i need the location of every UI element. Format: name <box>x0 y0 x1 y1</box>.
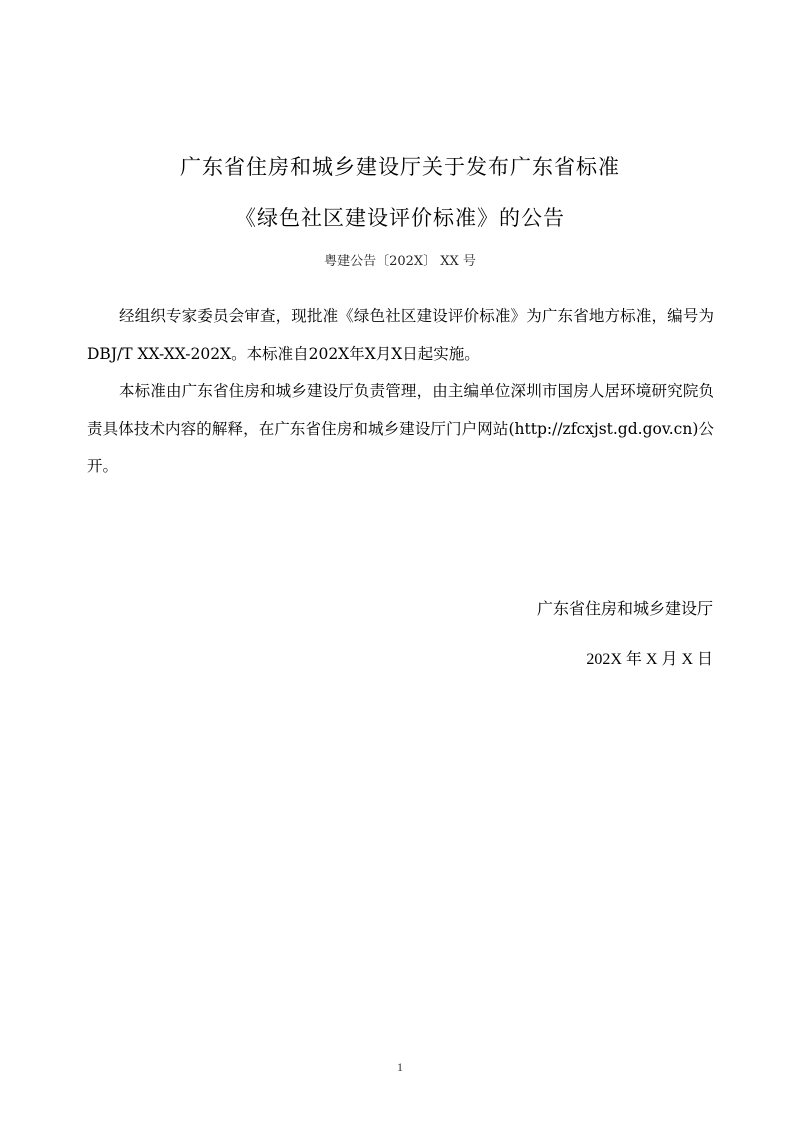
announcement-title-line-1: 广东省住房和城乡建设厅关于发布广东省标准 <box>180 155 620 179</box>
page-number: 1 <box>397 1060 403 1074</box>
signature-organization: 广东省住房和城乡建设厅 <box>536 599 713 618</box>
signature-date: 202X 年 X 月 X 日 <box>586 651 713 668</box>
announcement-number: 粤建公告〔202X〕 XX 号 <box>324 254 476 269</box>
body-paragraph-management: 本标准由广东省住房和城乡建设厅负责管理，由主编单位深圳市国房人居环境研究院负责具体技术内容的解释，在广东省住房和城乡建设厅门户网站(http://zfcxjst.gd.gov.cn)公开。 <box>87 382 714 475</box>
body-paragraph-approval: 经组织专家委员会审查，现批准《绿色社区建设评价标准》为广东省地方标准，编号为DBJ/T XX-XX-202X。本标准自202X年X月X日起实施。 <box>87 307 714 363</box>
announcement-title-line-2: 《绿色社区建设评价标准》的公告 <box>235 206 565 230</box>
